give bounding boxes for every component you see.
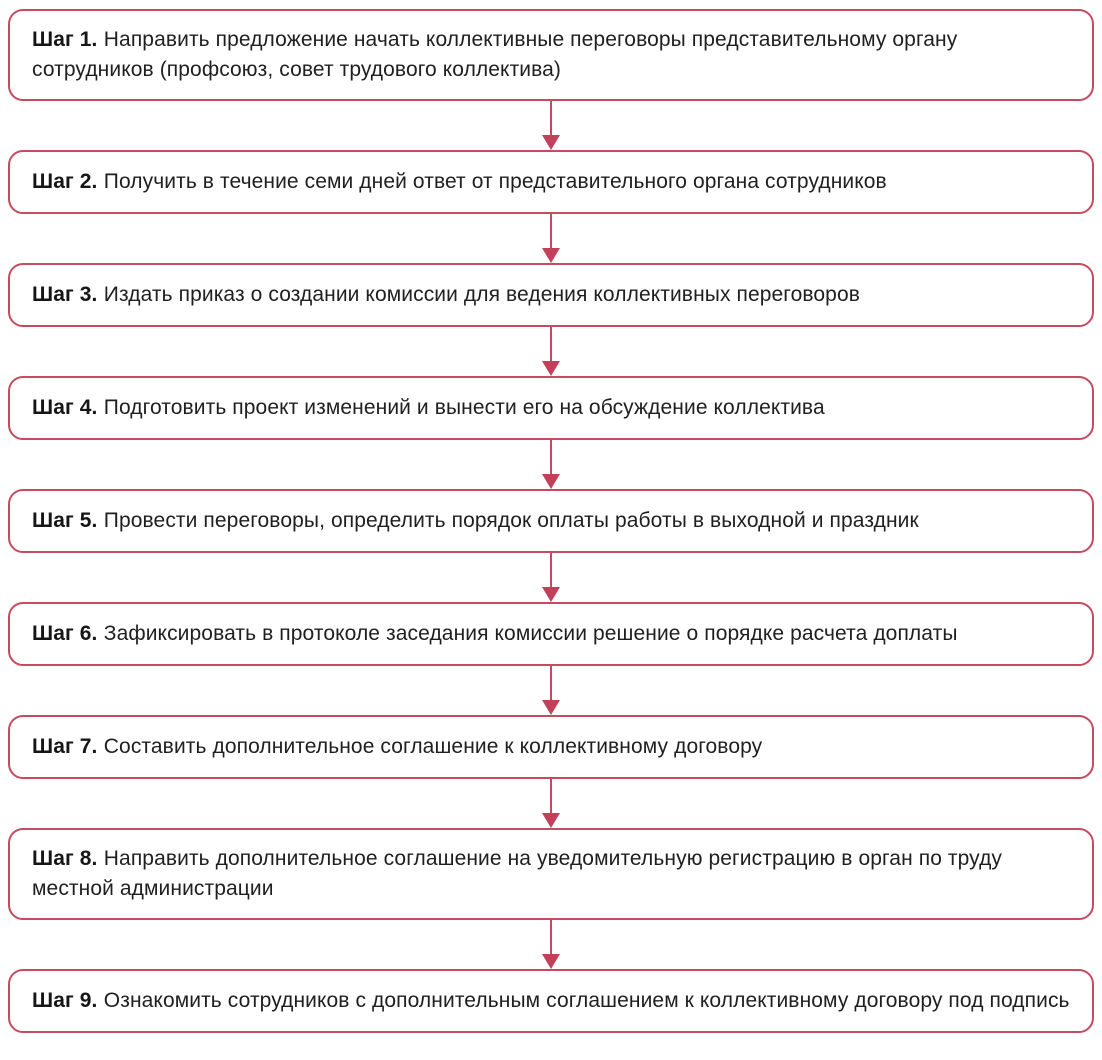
step-7-description: Составить дополнительное соглашение к коллективному договору — [103, 735, 763, 758]
step-1-text — [32, 25, 1070, 85]
arrow-line — [550, 327, 552, 362]
step-5-label: Шаг 5. — [32, 509, 98, 532]
step-4-label: Шаг 4. — [32, 396, 98, 419]
step-6-text — [32, 619, 958, 649]
step-4-description: Подготовить проект изменений и вынести его на обсуждение коллектива — [103, 396, 825, 419]
arrow-head — [542, 248, 560, 263]
step-box-9 — [8, 969, 1094, 1033]
step-9-label: Шаг 9. — [32, 989, 98, 1012]
arrow-head — [542, 700, 560, 715]
arrow-line — [550, 779, 552, 814]
arrow-line — [550, 440, 552, 475]
arrow-line — [550, 553, 552, 588]
step-box-7 — [8, 715, 1094, 779]
step-3-label: Шаг 3. — [32, 283, 98, 306]
step-box-5 — [8, 489, 1094, 553]
step-5-text — [32, 506, 919, 536]
arrow-down-icon — [8, 553, 1094, 602]
arrow-line — [550, 920, 552, 955]
step-5-description: Провести переговоры, определить порядок оплаты работы в выходной и праздник — [103, 509, 919, 532]
step-8-description: Направить дополнительное соглашение на уведомительную регистрацию в орган по труду местной администрации — [32, 847, 1003, 900]
step-9-description: Ознакомить сотрудников с дополнительным соглашением к коллективному договору под подпись — [103, 989, 1070, 1012]
arrow-down-icon — [8, 101, 1094, 150]
step-box-6 — [8, 602, 1094, 666]
arrow-head — [542, 954, 560, 969]
arrow-down-icon — [8, 920, 1094, 969]
step-8-label: Шаг 8. — [32, 847, 98, 870]
step-2-text — [32, 167, 887, 197]
arrow-line — [550, 214, 552, 249]
step-box-3 — [8, 263, 1094, 327]
step-box-1 — [8, 9, 1094, 101]
step-box-2 — [8, 150, 1094, 214]
arrow-head — [542, 361, 560, 376]
step-2-description: Получить в течение семи дней ответ от представительного органа сотрудников — [103, 170, 887, 193]
arrow-down-icon — [8, 666, 1094, 715]
step-7-label: Шаг 7. — [32, 735, 98, 758]
arrow-down-icon — [8, 440, 1094, 489]
arrow-down-icon — [8, 214, 1094, 263]
step-3-text — [32, 280, 860, 310]
arrow-head — [542, 813, 560, 828]
step-1-label: Шаг 1. — [32, 28, 98, 51]
step-box-8 — [8, 828, 1094, 920]
arrow-head — [542, 135, 560, 150]
arrow-line — [550, 101, 552, 136]
arrow-head — [542, 474, 560, 489]
flowchart — [8, 9, 1094, 1033]
step-6-description: Зафиксировать в протоколе заседания комиссии решение о порядке расчета доплаты — [103, 622, 958, 645]
step-4-text — [32, 393, 825, 423]
arrow-down-icon — [8, 327, 1094, 376]
arrow-line — [550, 666, 552, 701]
step-box-4 — [8, 376, 1094, 440]
step-3-description: Издать приказ о создании комиссии для ведения коллективных переговоров — [103, 283, 860, 306]
arrow-down-icon — [8, 779, 1094, 828]
step-7-text — [32, 732, 762, 762]
step-2-label: Шаг 2. — [32, 170, 98, 193]
step-1-description: Направить предложение начать коллективные переговоры представительному органу сотрудников (профсоюз, совет трудового коллектива) — [32, 28, 958, 81]
step-8-text — [32, 844, 1070, 904]
step-6-label: Шаг 6. — [32, 622, 98, 645]
step-9-text — [32, 986, 1070, 1016]
arrow-head — [542, 587, 560, 602]
